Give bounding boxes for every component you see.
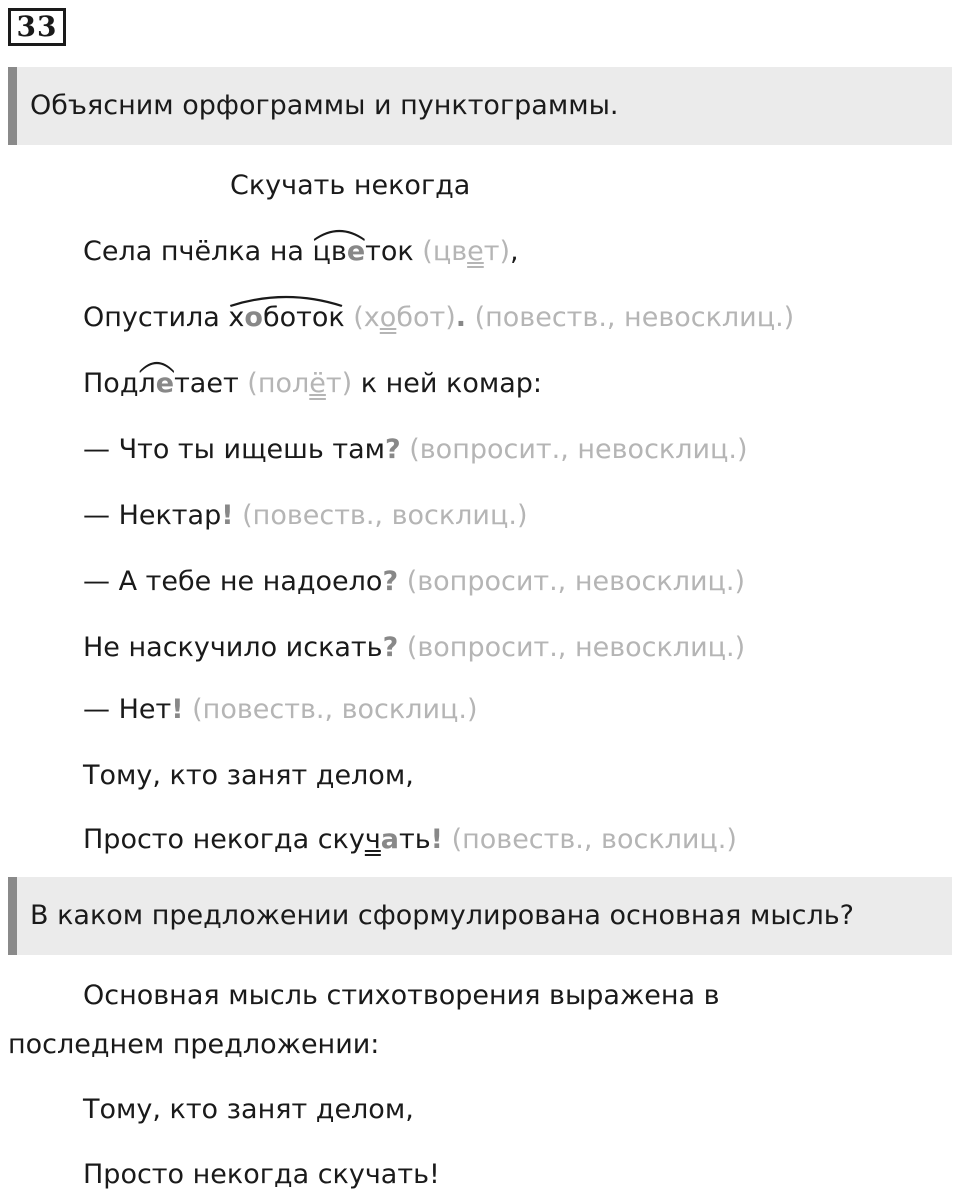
root-arc-icon [313,222,366,242]
punctuation-mark: ! [171,694,184,725]
check-word: (хобот) [344,302,456,333]
sentence-type-note: (вопросит., невосклиц.) [400,434,748,465]
poem-title: Скучать некогда [230,170,471,201]
poem-line-9: Тому, кто занят делом, [83,760,414,791]
answer-line-1: Основная мысль стихотворения выражена в [83,980,720,1011]
word-with-root-arc: цве [313,232,366,272]
poem-line-6: — А тебе не надоело? (вопросит., невосклиц.) [83,566,745,597]
line-text: Села пчёлка на [83,236,313,267]
punctuation-mark: ? [384,434,401,465]
spelling-underlined-letter: ч [364,824,381,855]
punctuation-mark: ! [221,500,234,531]
poem-line-8: — Нет! (повеств., восклиц.) [83,694,478,725]
sentence-type-note: (повеств., восклиц.) [183,694,478,725]
punctuation-mark: ! [430,824,443,855]
poem-line-2: Опустила хоботок (хобот). (повеств., невосклиц.) [83,298,794,338]
poem-line-7: Не наскучило искать? (вопросит., невосклиц.) [83,632,746,663]
quote-line-1: Тому, кто занят делом, [83,1094,414,1125]
check-word: (цвет) [413,236,511,267]
poem-line-5: — Нектар! (повеств., восклиц.) [83,500,528,531]
root-arc-icon [228,288,344,308]
punctuation-mark: ? [382,632,399,663]
root-arc-icon [139,354,175,374]
sentence-type-note: (повеств., восклиц.) [233,500,528,531]
sentence-type-note: (вопросит., невосклиц.) [398,566,745,597]
sentence-type-note: (повеств., восклиц.) [443,824,737,855]
poem-line-3: Под летает (полёт) к ней комар: [83,364,542,404]
check-word: (полёт) [238,368,353,399]
word-with-root-arc: хоботок [228,298,344,338]
quote-line-2: Просто некогда скучать! [83,1159,440,1190]
sentence-type-note: (вопросит., невосклиц.) [398,632,746,663]
task-heading-main-idea: В каком предложении сформулирована основная мысль? [8,877,952,955]
poem-line-4: — Что ты ищешь там? (вопросит., невосклиц.) [83,434,748,465]
punctuation-mark: . [455,302,467,333]
punctuation-mark: ? [382,566,399,597]
answer-line-2: последнем предложении: [8,1029,380,1060]
sentence-type-note: (повеств., невосклиц.) [466,302,795,333]
exercise-number: 33 [8,8,66,46]
poem-line-1: Села пчёлка на цветок (цвет), [83,232,519,272]
task-heading-spelling: Объясним орфограммы и пунктограммы. [8,67,952,145]
poem-line-10: Просто некогда скучать! (повеств., восклиц.) [83,824,737,855]
word-with-root-arc: ле [139,364,175,404]
